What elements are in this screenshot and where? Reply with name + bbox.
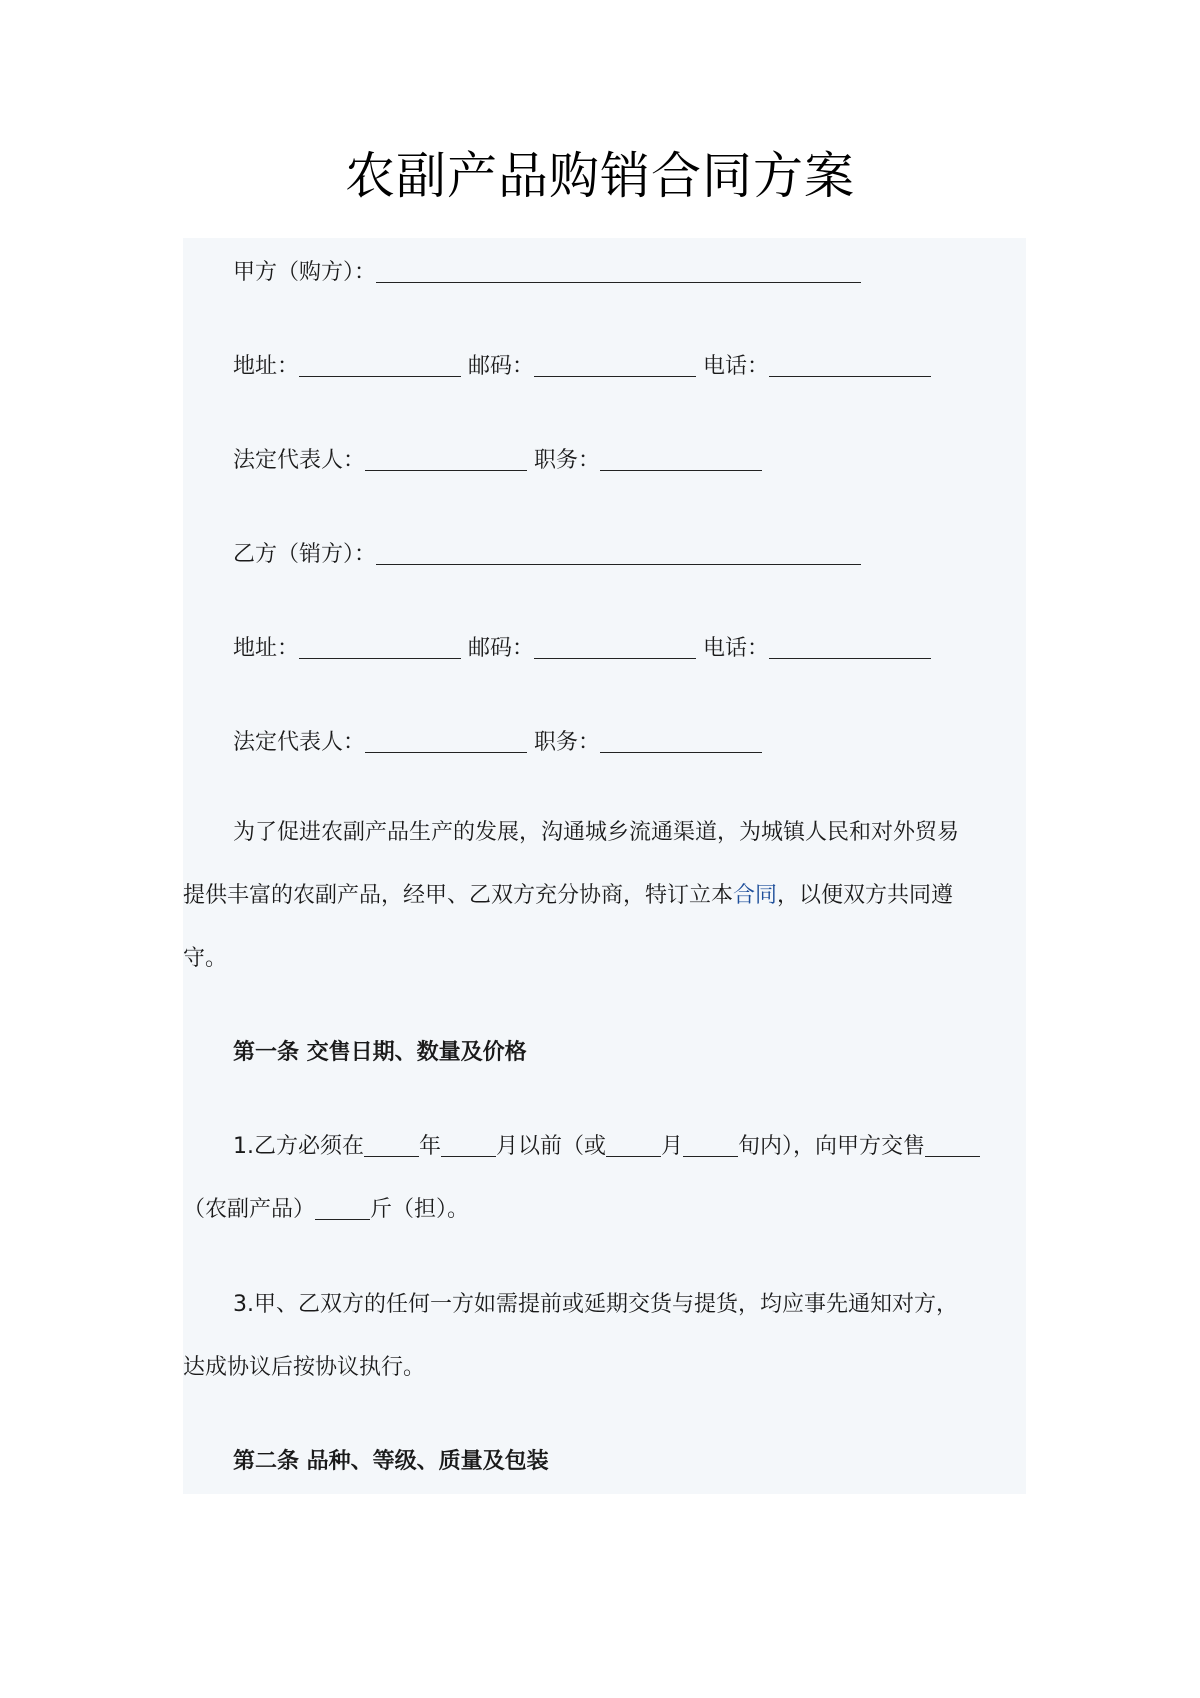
party-a-name-blank[interactable]: [376, 260, 861, 283]
party-a-rep-row: [233, 446, 762, 476]
alt-month-blank[interactable]: [606, 1134, 661, 1157]
party-a-position-blank[interactable]: [600, 448, 762, 471]
item-1-year-label: 年: [419, 1134, 442, 1159]
party-a-rep-label: 法定代表人：: [233, 448, 366, 473]
party-a-contact-row: [233, 352, 931, 382]
party-b-postcode-label: 邮码：: [468, 636, 535, 661]
item-1-text-prefix: 1.乙方必须在: [233, 1134, 364, 1159]
decade-blank[interactable]: [683, 1134, 738, 1157]
party-b-heading: 乙方（销方）：: [233, 542, 377, 567]
article-1-item-3-line-2: 达成协议后按协议执行。: [183, 1355, 426, 1380]
party-b-phone-blank[interactable]: [769, 636, 931, 659]
item-1-unit-label: 斤（担）。: [370, 1197, 470, 1222]
month-blank[interactable]: [441, 1134, 496, 1157]
party-a-phone-blank[interactable]: [769, 354, 931, 377]
party-b-row: [233, 540, 861, 570]
product-blank[interactable]: [925, 1134, 980, 1157]
article-1-item-1-line-1: [233, 1132, 980, 1162]
article-2-heading: 第二条 品种、等级、质量及包装: [233, 1449, 549, 1474]
item-1-before-or-label: 月以前（或: [496, 1134, 607, 1159]
article-1-item-1-line-2: [183, 1195, 469, 1225]
party-b-rep-row: [233, 728, 762, 758]
article-1-item-3-line-1: 3.甲、乙双方的任何一方如需提前或延期交货与提货，均应事先通知对方，: [233, 1292, 958, 1317]
party-a-postcode-blank[interactable]: [534, 354, 696, 377]
party-b-address-blank[interactable]: [299, 636, 461, 659]
party-b-postcode-blank[interactable]: [534, 636, 696, 659]
party-a-row: [233, 258, 861, 288]
party-b-position-label: 职务：: [534, 730, 601, 755]
item-1-product-label: （农副产品）: [183, 1197, 316, 1222]
party-b-phone-label: 电话：: [703, 636, 770, 661]
party-b-rep-blank[interactable]: [365, 730, 527, 753]
party-a-heading: 甲方（购方）：: [233, 260, 377, 285]
preamble-line-3: 守。: [183, 946, 228, 971]
party-a-postcode-label: 邮码：: [468, 354, 535, 379]
party-b-contact-row: [233, 634, 931, 664]
preamble-line-1: 为了促进农副产品生产的发展，沟通城乡流通渠道，为城镇人民和对外贸易: [233, 820, 960, 845]
document-title: 农副产品购销合同方案: [345, 147, 855, 205]
item-1-month-label: 月: [661, 1134, 684, 1159]
party-b-rep-label: 法定代表人：: [233, 730, 366, 755]
preamble-text-before-link: 提供丰富的农副产品，经甲、乙双方充分协商，特订立本: [183, 883, 734, 908]
party-b-position-blank[interactable]: [600, 730, 762, 753]
article-1-heading: 第一条 交售日期、数量及价格: [233, 1040, 527, 1065]
party-b-address-label: 地址：: [233, 636, 300, 661]
preamble-text-after-link: ，以便双方共同遵: [777, 883, 954, 908]
party-a-rep-blank[interactable]: [365, 448, 527, 471]
year-blank[interactable]: [364, 1134, 419, 1157]
quantity-blank[interactable]: [315, 1197, 370, 1220]
contract-link[interactable]: 合同: [733, 883, 778, 908]
party-a-phone-label: 电话：: [703, 354, 770, 379]
item-1-deliver-label: 旬内），向甲方交售: [738, 1134, 926, 1159]
party-a-address-label: 地址：: [233, 354, 300, 379]
party-a-address-blank[interactable]: [299, 354, 461, 377]
party-b-name-blank[interactable]: [376, 542, 861, 565]
party-a-position-label: 职务：: [534, 448, 601, 473]
preamble-line-2: [183, 881, 953, 911]
